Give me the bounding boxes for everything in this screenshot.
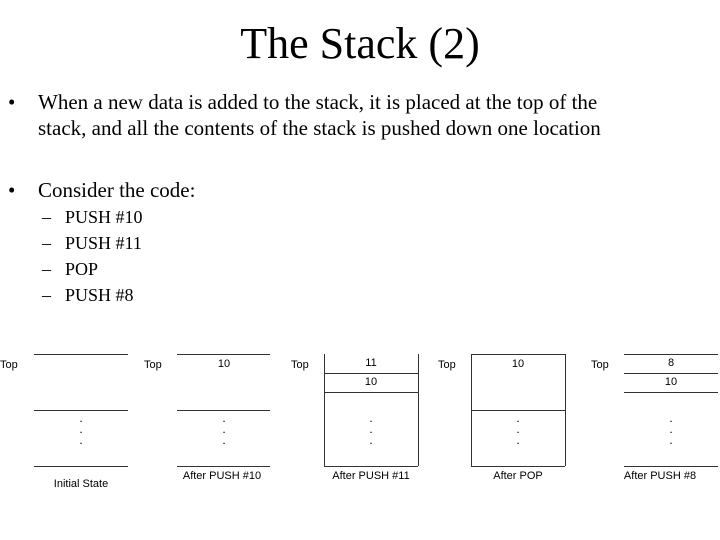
bullet-marker: • (8, 90, 16, 114)
stack-diagram (0, 345, 720, 505)
stack-divider (624, 373, 718, 374)
stack-divider (324, 466, 418, 467)
stack-divider (471, 354, 565, 355)
stack-divider (624, 392, 718, 393)
dash-marker: – (42, 233, 51, 253)
code-text: PUSH #8 (65, 285, 134, 305)
ellipsis-dots: . . . (516, 411, 520, 447)
stack-cell: 10 (511, 358, 525, 370)
top-pointer-label: Top (144, 359, 162, 371)
stack-wall (565, 354, 566, 466)
dash-marker: – (42, 259, 51, 279)
stack-divider (324, 392, 418, 393)
stack-divider (177, 354, 270, 355)
stack-wall (324, 354, 325, 466)
top-pointer-label: Top (291, 359, 309, 371)
stack-divider (624, 466, 718, 467)
state-caption: After PUSH #11 (332, 470, 410, 482)
ellipsis-dots: . . . (369, 411, 373, 447)
dash-marker: – (42, 285, 51, 305)
state-caption: Initial State (53, 478, 109, 490)
stack-divider (177, 466, 270, 467)
stack-cell: 10 (364, 376, 378, 388)
slide-title: The Stack (2) (240, 19, 480, 68)
state-caption: After PUSH #10 (182, 470, 262, 482)
code-text: PUSH #10 (65, 207, 143, 227)
state-caption: After POP (493, 470, 543, 482)
bullet-marker: • (8, 178, 16, 202)
stack-cell: 10 (664, 376, 678, 388)
stack-divider (324, 373, 418, 374)
stack-divider (34, 466, 128, 467)
top-pointer-label: Top (438, 359, 456, 371)
stack-cell: 8 (667, 357, 675, 369)
stack-wall (418, 354, 419, 466)
stack-divider (624, 354, 718, 355)
top-pointer-label: Top (591, 359, 609, 371)
ellipsis-dots: . . . (222, 411, 226, 447)
bullet-line: stack, and all the contents of the stack is pushed down one location (38, 116, 601, 140)
bullet-consider-code (8, 177, 708, 207)
dash-marker: – (42, 207, 51, 227)
stack-divider (34, 354, 128, 355)
stack-cell: 11 (365, 357, 377, 369)
ellipsis-dots: . . . (669, 411, 673, 447)
stack-cell: 10 (217, 358, 231, 370)
code-text: PUSH #11 (65, 233, 142, 253)
bullet-line: Consider the code: (38, 178, 196, 202)
state-caption: After PUSH #8 (623, 470, 697, 482)
top-pointer-label: Top (0, 359, 18, 371)
code-text: POP (65, 259, 99, 279)
ellipsis-dots: . . . (79, 411, 83, 447)
bullet-line: When a new data is added to the stack, it is placed at the top of the (38, 90, 598, 114)
bullet-stack-push (8, 89, 708, 145)
stack-divider (471, 466, 565, 467)
